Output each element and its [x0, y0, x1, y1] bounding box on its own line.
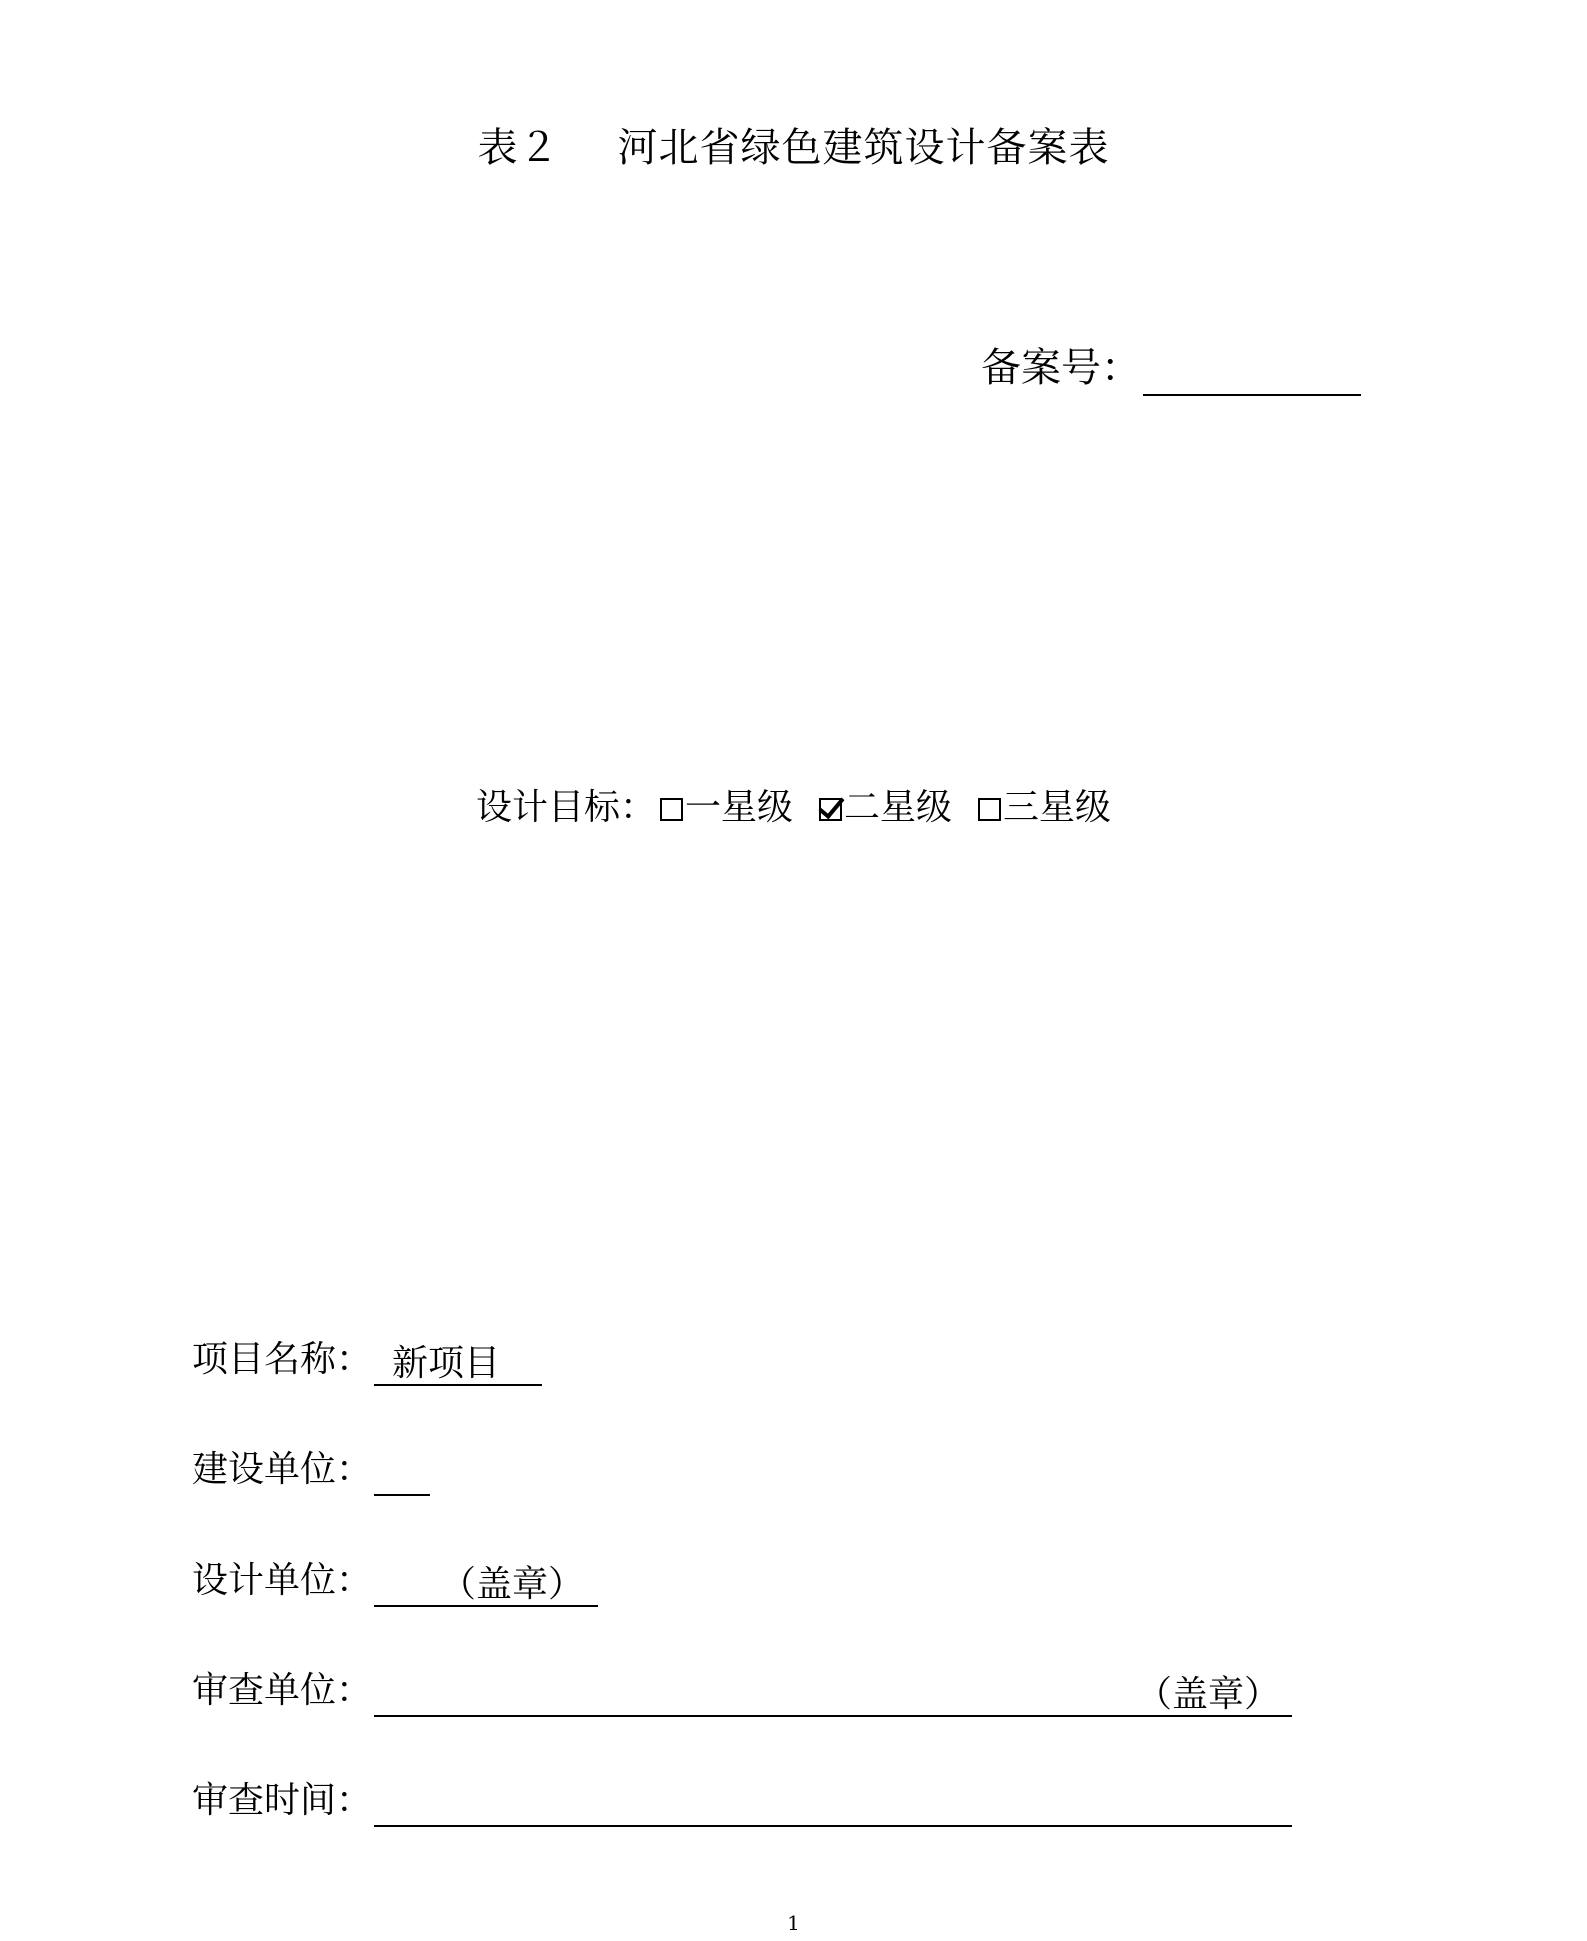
page-number: 1	[787, 1911, 800, 1935]
design-unit-label: 设计单位：	[192, 1560, 373, 1601]
review-unit-field	[192, 1665, 1292, 1717]
title-main: 河北省绿色建筑设计备案表	[617, 125, 1110, 171]
project-name-value: 新项目	[374, 1342, 542, 1386]
review-unit-value: （盖章）	[374, 1673, 1292, 1717]
record-number-label: 备案号：	[981, 345, 1141, 391]
record-number	[981, 340, 1361, 396]
checkbox-one-star	[660, 798, 683, 821]
construction-unit-field	[192, 1444, 430, 1496]
title-prefix: 表２	[477, 125, 560, 171]
option-three-star-label: 三星级	[1003, 787, 1112, 828]
construction-unit-label: 建设单位：	[192, 1449, 373, 1490]
checkbox-two-star	[819, 798, 842, 821]
project-name-label: 项目名称：	[192, 1339, 373, 1380]
construction-unit-value	[374, 1452, 430, 1496]
option-one-star-label: 一星级	[684, 787, 793, 828]
design-goal-label: 设计目标：	[475, 787, 656, 828]
design-unit-value: （盖章）	[374, 1563, 598, 1607]
review-time-label: 审查时间：	[192, 1780, 373, 1821]
checkbox-three-star	[978, 798, 1001, 821]
option-two-star-label: 二星级	[844, 787, 953, 828]
design-unit-field	[192, 1555, 598, 1607]
review-time-value	[374, 1783, 1292, 1827]
document-title	[0, 118, 1587, 178]
project-name-field	[192, 1334, 542, 1386]
review-time-field	[192, 1775, 1292, 1827]
design-goal	[0, 780, 1587, 836]
review-unit-label: 审查单位：	[192, 1670, 373, 1711]
record-number-blank	[1143, 352, 1361, 396]
